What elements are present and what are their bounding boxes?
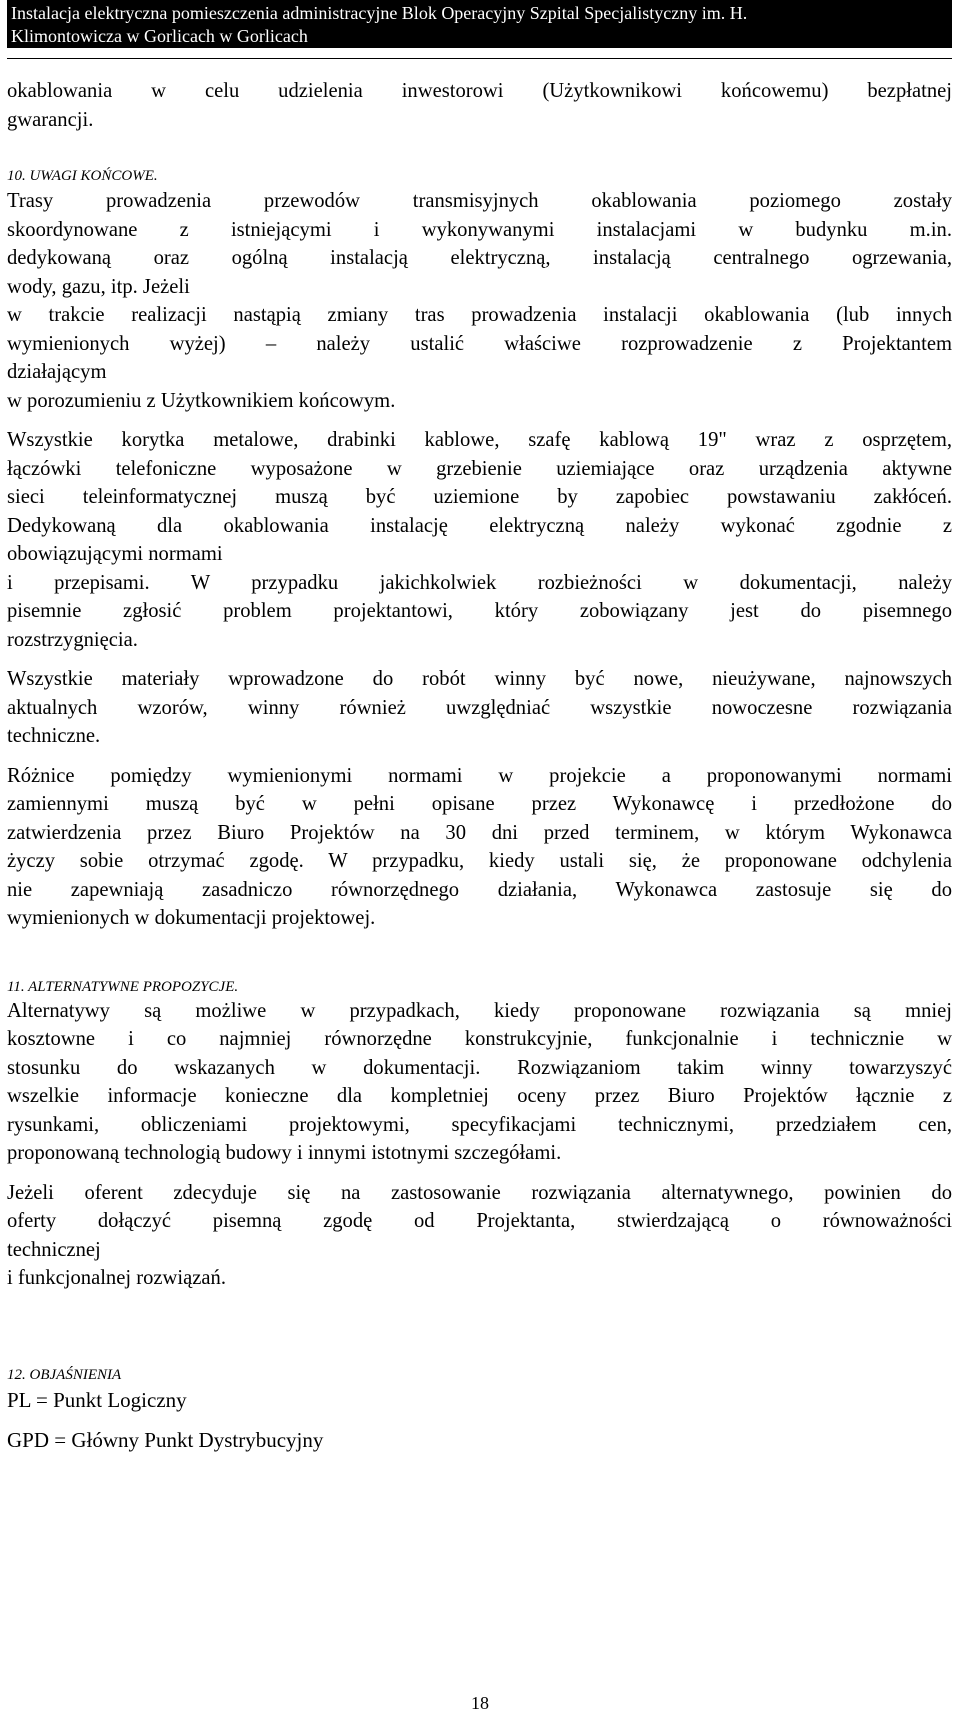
section-10-paragraph-2 xyxy=(7,426,952,654)
text-line: Dedykowaną dla okablowania instalację elektryczną należy wykonać zgodnie z xyxy=(7,514,952,537)
text-line: pisemnie zgłosić problem projektantowi, który zobowiązany jest do pisemnego xyxy=(7,600,952,622)
header-divider xyxy=(7,58,952,59)
text-line: oferty dołączyć pisemną zgodę od Projektanta, stwierdzającą o równoważności xyxy=(7,1210,952,1232)
header-line-1: Instalacja elektryczna pomieszczenia administracyjne Blok Operacyjny Szpital Specjalistyczny im. H. xyxy=(11,3,748,23)
section-10-paragraph-1 xyxy=(7,187,952,415)
text-line: technicznej xyxy=(7,1238,101,1261)
text-line: i przepisami. W przypadku jakichkolwiek rozbieżności w dokumentacji, należy xyxy=(7,571,952,594)
section-11-paragraph-2 xyxy=(7,1179,952,1293)
intro-paragraph xyxy=(7,77,952,134)
definition-pl: PL = Punkt Logiczny xyxy=(7,1387,187,1412)
text-line: gwarancji. xyxy=(7,108,94,131)
text-line: Jeżeli oferent zdecyduje się na zastosowanie rozwiązania alternatywnego, powinien do xyxy=(7,1181,952,1204)
text-line: wymienionych w dokumentacji projektowej. xyxy=(7,907,376,929)
text-line: życzy sobie otrzymać zgodę. W przypadku, kiedy ustali się, że proponowane odchylenia xyxy=(7,850,952,872)
text-line: wszelkie informacje konieczne dla kompletniej oceny przez Biuro Projektów łącznie z xyxy=(7,1085,952,1107)
text-line: proponowaną technologią budowy i innymi istotnymi szczegółami. xyxy=(7,1142,562,1164)
section-10-heading: 10. UWAGI KOŃCOWE. xyxy=(7,168,158,184)
section-11-heading: 11. ALTERNATYWNE PROPOZYCJE. xyxy=(7,978,239,995)
text-line: dedykowaną oraz ogólną instalacją elektryczną, instalacją centralnego ogrzewania, xyxy=(7,247,952,269)
text-line: rozstrzygnięcia. xyxy=(7,628,138,651)
header-line-2: Klimontowicza w Gorlicach w Gorlicach xyxy=(11,26,308,46)
text-line: wody, gazu, itp. Jeżeli xyxy=(7,275,190,298)
text-line: skoordynowane z istniejącymi i wykonywanymi instalacjami w budynku m.in. xyxy=(7,218,952,241)
text-line: sieci teleinformatycznej muszą być uziemione by zapobiec powstawaniu zakłóceń. xyxy=(7,486,952,508)
text-line: łączówki telefoniczne wyposażone w grzebienie uziemiające oraz urządzenia aktywne xyxy=(7,457,952,480)
text-line: Wszystkie korytka metalowe, drabinki kablowe, szafę kablową 19" wraz z osprzętem, xyxy=(7,429,952,451)
text-line: okablowania w celu udzielenia inwestorowi (Użytkownikowi końcowemu) bezpłatnej xyxy=(7,80,952,102)
definition-gpd: GPD = Główny Punkt Dystrybucyjny xyxy=(7,1427,324,1452)
text-line: w trakcie realizacji nastąpią zmiany tras prowadzenia instalacji okablowania (lub innych xyxy=(7,304,952,326)
section-10-paragraph-4 xyxy=(7,762,952,933)
text-line: w porozumieniu z Użytkownikiem końcowym. xyxy=(7,389,396,412)
text-line: stosunku do wskazanych w dokumentacji. Rozwiązaniom takim winny towarzyszyć xyxy=(7,1056,952,1079)
section-12-heading: 12. OBJAŚNIENIA xyxy=(7,1366,122,1383)
page-number: 18 xyxy=(471,1693,489,1713)
text-line: rysunkami, obliczeniami projektowymi, specyfikacjami technicznymi, przedziałem cen, xyxy=(7,1113,952,1136)
text-line: i funkcjonalnej rozwiązań. xyxy=(7,1267,226,1289)
text-line: Wszystkie materiały wprowadzone do robót winny być nowe, nieużywane, najnowszych xyxy=(7,668,952,690)
text-line: obowiązującymi normami xyxy=(7,543,223,565)
text-line: aktualnych wzorów, winny również uwzględniać wszystkie nowoczesne rozwiązania xyxy=(7,696,952,719)
text-line: zatwierdzenia przez Biuro Projektów na 30 dni przed terminem, w którym Wykonawca xyxy=(7,821,952,844)
text-line: zamiennymi muszą być w pełni opisane przez Wykonawcę i przedłożone do xyxy=(7,793,952,815)
text-line: Trasy prowadzenia przewodów transmisyjnych okablowania poziomego zostały xyxy=(7,190,952,212)
section-11-paragraph-1 xyxy=(7,997,952,1168)
text-line: Różnice pomiędzy wymienionymi normami w projekcie a proponowanymi normami xyxy=(7,764,952,787)
section-10-paragraph-3 xyxy=(7,665,952,751)
text-line: wymienionych wyżej) – należy ustalić właściwe rozprowadzenie z Projektantem xyxy=(7,332,952,355)
running-header xyxy=(7,0,952,48)
text-line: nie zapewniają zasadniczo równorzędnego działania, Wykonawca zastosuje się do xyxy=(7,878,952,901)
text-line: Alternatywy są możliwe w przypadkach, kiedy proponowane rozwiązania są mniej xyxy=(7,999,952,1022)
text-line: techniczne. xyxy=(7,725,101,747)
text-line: kosztowne i co najmniej równorzędne konstrukcyjnie, funkcjonalnie i technicznie w xyxy=(7,1028,952,1050)
text-line: działającym xyxy=(7,361,107,383)
